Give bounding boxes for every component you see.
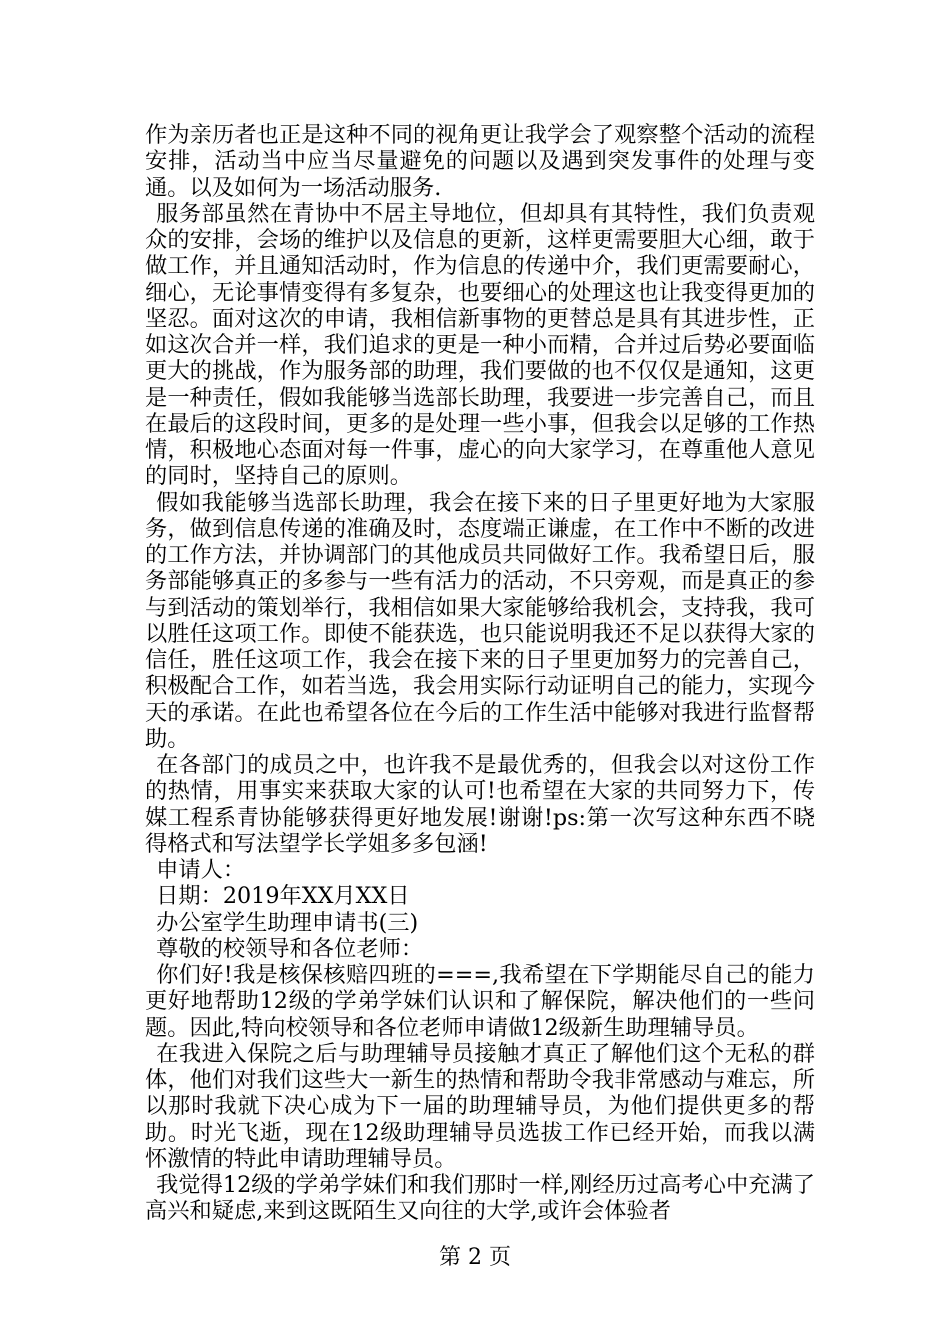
paragraph-intro-continuation: 作为亲历者也正是这种不同的视角更让我学会了观察整个活动的流程安排，活动当中应当尽量避免的问题以及遇到突发事件的处理与变通。以及如何为一场活动服务.: [145, 122, 815, 201]
paragraph-if-elected: 假如我能够当选部长助理，我会在接下来的日子里更好地为大家服务，做到信息传递的准确及时，态度端正谦虚，在工作中不断的改进的工作方法，并协调部门的其他成员共同做好工作。我希望日后，服务部能够真正的多参与一些有活力的活动，不只旁观，而是真正的参与到活动的策划举行，我相信如果大家能够给我机会，支持我，我可以胜任这项工作。即使不能获选，也只能说明我还不足以获得大家的信任，胜任这项工作，我会在接下来的日子里更加努力的完善自己，积极配合工作，如若当选，我会用实际行动证明自己的能力，实现今天的承诺。在此也希望各位在今后的工作生活中能够对我进行监督帮助。: [145, 489, 815, 752]
page-number-footer: 第 2 页: [439, 1245, 511, 1270]
date-line: 日期：2019年XX月XX日: [156, 883, 410, 910]
paragraph-greeting: 你们好!我是核保核赔四班的===,我希望在下学期能尽自己的能力更好地帮助12级的学弟学妹们认识和了解保院，解决他们的一些问题。因此,特向校领导和各位老师申请做12级新生助理辅导员。: [145, 962, 815, 1041]
paragraph-freshmen: 我觉得12级的学弟学妹们和我们那时一样,刚经历过高考心中充满了高兴和疑虑,来到这既陌生又向往的大学,或许会体验者: [145, 1172, 815, 1225]
paragraph-motivation: 在我进入保院之后与助理辅导员接触才真正了解他们这个无私的群体，他们对我们这些大一新生的热情和帮助令我非常感动与难忘，所以那时我就下决心成为下一届的助理辅导员，为他们提供更多的帮助。时光飞逝，现在12级助理辅导员选拔工作已经开始，而我以满怀激情的特此申请助理辅导员。: [145, 1040, 815, 1172]
salutation: 尊敬的校领导和各位老师：: [156, 935, 424, 962]
applicant-line: 申请人：: [156, 857, 246, 883]
section-title: 办公室学生助理申请书(三): [156, 909, 419, 936]
paragraph-closing: 在各部门的成员之中，也许我不是最优秀的，但我会以对这份工作的热情，用事实来获取大家的认可!也希望在大家的共同努力下，传媒工程系青协能够获得更好地发展!谢谢!ps:第一次写这种东西不晓得格式和写法望学长学姐多多包涵!: [145, 752, 815, 857]
paragraph-service-department: 服务部虽然在青协中不居主导地位，但却具有其特性，我们负责观众的安排，会场的维护以及信息的更新，这样更需要胆大心细，敢于做工作，并且通知活动时，作为信息的传递中介，我们更需要耐心，细心，无论事情变得有多复杂，也要细心的处理这也让我变得更加的坚忍。面对这次的申请，我相信新事物的更替总是具有其进步性，正如这次合并一样，我们追求的更是一种小而精，合并过后势必要面临更大的挑战，作为服务部的助理，我们要做的也不仅仅是通知，这更是一种责任，假如我能够当选部长助理，我要进一步完善自己，而且在最后的这段时间，更多的是处理一些小事，但我会以足够的工作热情，积极地心态面对每一件事，虚心的向大家学习，在尊重他人意见的同时，坚持自己的原则。: [145, 200, 815, 490]
document-body: [145, 122, 815, 1225]
